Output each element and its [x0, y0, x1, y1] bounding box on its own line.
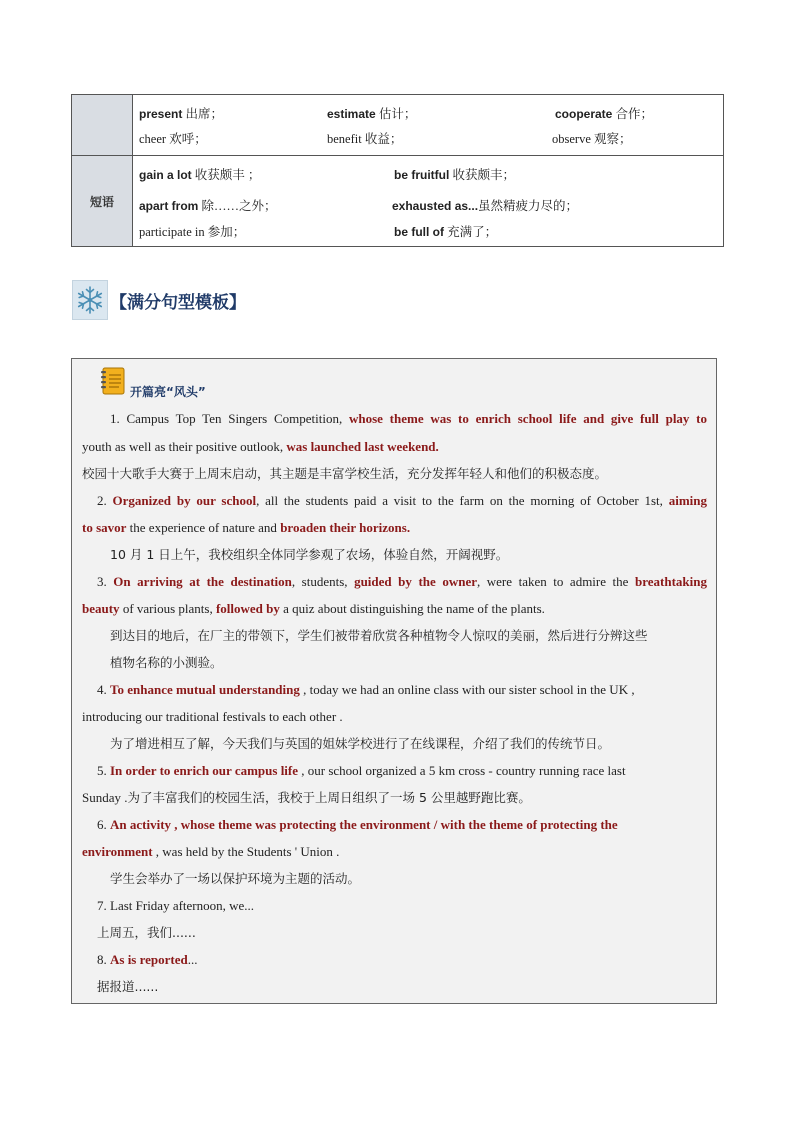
vocab-row-phrases: [72, 156, 724, 247]
section-title: 【满分句型模板】: [110, 292, 246, 313]
phrase-item: be full of 充满了；: [394, 225, 498, 239]
vocab-item: estimate 估计；: [327, 107, 417, 121]
vocab-item: cooperate 合作；: [555, 107, 653, 121]
sentence-2-line-2: to savor the experience of nature and broaden their horizons.: [82, 520, 411, 535]
snowflake-icon: [72, 280, 108, 320]
phrase-item: be fruitful 收获颇丰；: [394, 168, 515, 182]
sentence-3-translation-line-1: 到达目的地后，在厂主的带领下，学生们被带着欣赏各种植物令人惊叹的美丽，然后进行分辨这些: [110, 628, 648, 643]
opening-subtitle: 开篇亮“风头”: [130, 385, 206, 399]
phrase-item: apart from 除……之外；: [139, 199, 277, 213]
sentence-8-translation: 据报道......: [97, 979, 159, 994]
vocab-table: [71, 94, 724, 247]
sentence-5-line-1: 5. In order to enrich our campus life , our school organized a 5 km cross - country running race last: [97, 763, 626, 778]
sentence-2-line-1: 2. Organized by our school, all the students paid a visit to the farm on the morning of October 1st, aiming: [97, 493, 707, 508]
notebook-icon: [100, 367, 126, 395]
row-label-phrases: 短语: [72, 156, 133, 247]
vocab-row-words: [72, 95, 724, 156]
sentence-6-line-2: environment , was held by the Students ' Union .: [82, 844, 340, 859]
phrase-item: gain a lot 收获颇丰 ；: [139, 168, 261, 182]
sentence-7: 7. Last Friday afternoon, we...: [97, 898, 255, 913]
vocab-item: cheer 欢呼；: [139, 132, 207, 146]
vocab-item: observe 观察；: [552, 132, 632, 146]
vocab-item: present 出席；: [139, 107, 223, 121]
phrase-item: exhausted as...虽然精疲力尽的；: [392, 199, 579, 213]
sentence-4-line-1: 4. To enhance mutual understanding , today we had an online class with our sister school in the UK ,: [97, 682, 635, 697]
sentence-3-line-2: beauty of various plants, followed by a quiz about distinguishing the name of the plants.: [82, 601, 545, 616]
sentence-1-line-1: 1. Campus Top Ten Singers Competition, whose theme was to enrich school life and give full play to: [110, 411, 708, 426]
section-heading: [72, 280, 246, 320]
sentence-7-translation: 上周五，我们......: [97, 925, 196, 940]
sentence-6-line-1: 6. An activity , whose theme was protecting the environment / with the theme of protecting the: [97, 817, 618, 832]
sentence-3-line-1: 3. On arriving at the destination, students, guided by the owner, were taken to admire the breathtaking: [97, 574, 707, 589]
sentence-4-line-2: introducing our traditional festivals to each other .: [82, 709, 343, 724]
sentence-8: 8. As is reported...: [97, 952, 198, 967]
sentence-6-translation: 学生会举办了一场以保护环境为主题的活动。: [110, 871, 361, 886]
phrase-item: participate in 参加；: [139, 225, 246, 239]
row-label-words: [72, 95, 133, 156]
sentence-1-translation: 校园十大歌手大赛于上周末启动，其主题是丰富学校生活，充分发挥年轻人和他们的积极态度。: [82, 466, 608, 481]
sentence-5-line-2: Sunday .为了丰富我们的校园生活，我校于上周日组织了一场 5 公里越野跑比赛。: [82, 790, 531, 805]
vocab-item: benefit 收益；: [327, 132, 403, 146]
sentence-3-translation-line-2: 植物名称的小测验。: [110, 655, 223, 670]
template-box: [71, 358, 717, 1004]
sentence-4-translation: 为了增进相互了解，今天我们与英国的姐妹学校进行了在线课程，介绍了我们的传统节日。: [110, 736, 611, 751]
sentence-2-translation: 10 月 1 日上午，我校组织全体同学参观了农场，体验自然，开阔视野。: [110, 547, 509, 562]
sentence-1-line-2: youth as well as their positive outlook, was launched last weekend.: [82, 439, 439, 454]
